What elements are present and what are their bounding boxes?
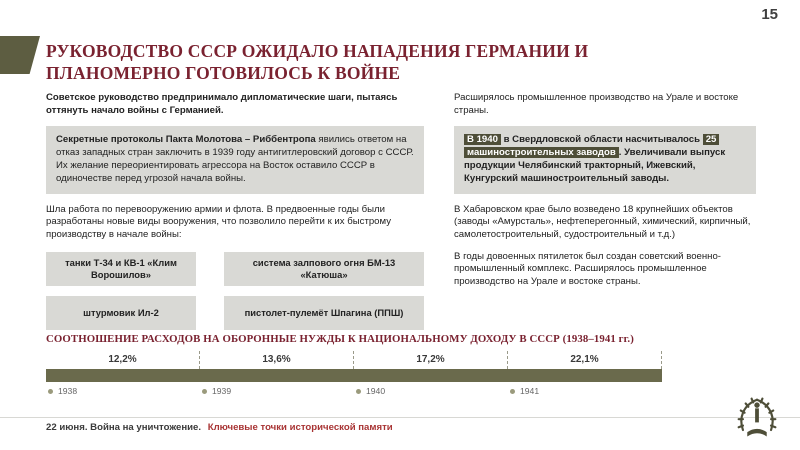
year-label-1939: 1939	[212, 386, 232, 396]
page-number: 15	[761, 6, 778, 23]
weapon-box-tanks: танки Т-34 и КВ-1 «Клим Ворошилов»	[46, 252, 196, 286]
chart-years-row	[46, 386, 662, 396]
chart-percent-1939: 13,6%	[200, 351, 354, 369]
footer-divider	[0, 417, 800, 418]
title-accent-tab	[0, 36, 40, 74]
chart-percent-1938: 12,2%	[46, 351, 200, 369]
rearmament-paragraph: Шла работа по перевооружению армии и флота. В предвоенные годы были разработаны новые виды вооружения, что позволило перейти к их быстрому производству в начале войны:	[46, 203, 392, 240]
highlight-25-factories: 25 машиностроительных заводов	[464, 134, 719, 158]
sverdlovsk-text-2: . Увеличивали выпуск продукции Челябинский тракторный, Ижевский, Кунгурский машиностроительный заводы.	[464, 147, 726, 184]
pact-rest-text: явились ответом на отказ западных стран заключить в 1939 году антигитлеровский договор с СССР. Их желание переориентировать агрессора на Восток оставило СССР в одиночестве перед угрозой начала войны.	[56, 134, 414, 184]
sverdlovsk-text-1: в Свердловской области насчитывалось	[500, 134, 703, 146]
weapon-box-il2: штурмовик Ил-2	[46, 296, 196, 330]
industry-paragraph: Расширялось промышленное производство на Урале и востоке страны.	[454, 92, 739, 116]
molotov-ribbentrop-box	[46, 126, 424, 193]
sverdlovsk-box	[454, 126, 756, 193]
chart-title: СООТНОШЕНИЕ РАСХОДОВ НА ОБОРОННЫЕ НУЖДЫ К НАЦИОНАЛЬНОМУ ДОХОДУ В СССР (1938–1941 гг.)	[46, 333, 634, 345]
weapon-box-katyusha: система залпового огня БМ-13 «Катюша»	[224, 252, 424, 286]
year-cell-1939	[200, 386, 354, 396]
year-dot-icon	[356, 389, 361, 394]
year-cell-1941	[508, 386, 662, 396]
year-label-1941: 1941	[520, 386, 540, 396]
diplomacy-paragraph: Советское руководство предпринимало дипломатические шаги, пытаясь оттянуть начало войны с Германией.	[46, 92, 398, 116]
left-column	[46, 92, 424, 330]
year-dot-icon	[48, 389, 53, 394]
chart-percent-1941: 22,1%	[508, 351, 662, 369]
weapons-grid	[46, 252, 424, 330]
slide-title: РУКОВОДСТВО СССР ОЖИДАЛО НАПАДЕНИЯ ГЕРМАНИИ И ПЛАНОМЕРНО ГОТОВИЛОСЬ К ВОЙНЕ	[46, 40, 589, 84]
highlight-1940: В 1940	[464, 134, 501, 145]
footer-project-title: Ключевые точки исторической памяти	[207, 422, 393, 433]
year-label-1938: 1938	[58, 386, 78, 396]
weapon-box-ppsh: пистолет-пулемёт Шпагина (ППШ)	[224, 296, 424, 330]
defense-spending-chart	[46, 333, 662, 396]
year-dot-icon	[202, 389, 207, 394]
year-label-1940: 1940	[366, 386, 386, 396]
pact-bold-text: Секретные протоколы Пакта Молотова – Риббентропа	[56, 134, 316, 146]
right-column	[454, 92, 756, 330]
chart-timeline-bar	[46, 369, 662, 382]
khabarovsk-paragraph: В Хабаровском крае было возведено 18 крупнейших объектов (заводы «Амурсталь», нефтеперегонный, химический, кирпичный, самолетостроительный, судостроительный и т.д.)	[454, 203, 751, 240]
year-cell-1940	[354, 386, 508, 396]
military-complex-paragraph: В годы довоенных пятилеток был создан советский военно-промышленный комплекс. Расширялось промышленное производство на Урале и востоке страны.	[454, 250, 721, 287]
university-emblem-logo	[730, 390, 784, 444]
year-dot-icon	[510, 389, 515, 394]
chart-percent-1940: 17,2%	[354, 351, 508, 369]
footer	[46, 422, 393, 433]
footer-series-title: 22 июня. Война на уничтожение.	[46, 422, 202, 433]
chart-percent-row	[46, 351, 662, 369]
content-columns	[46, 92, 756, 330]
year-cell-1938	[46, 386, 200, 396]
